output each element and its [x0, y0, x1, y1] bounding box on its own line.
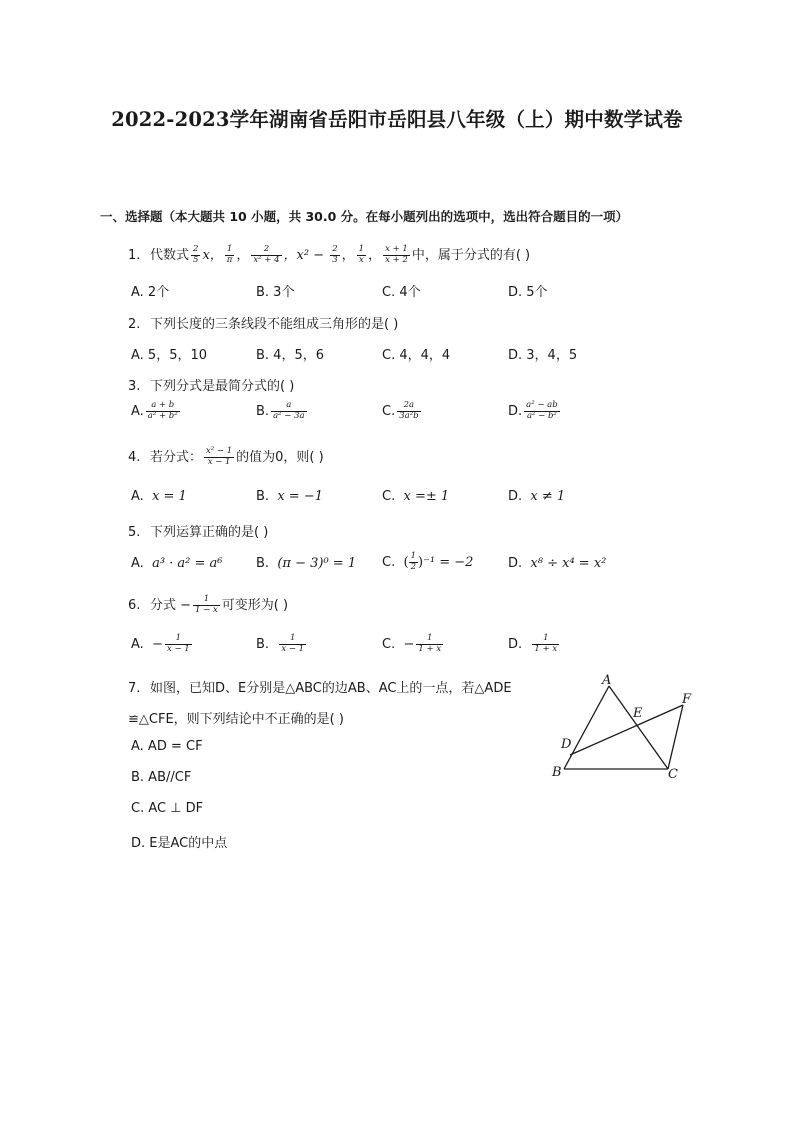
option-c[interactable]: C. AC ⊥ DF	[131, 801, 204, 816]
option-d[interactable]: D. x ≠ 1	[508, 489, 566, 504]
question-text: 的值为0，则( )	[236, 450, 324, 465]
question-text: 下列长度的三条线段不能组成三角形的是( )	[150, 317, 399, 332]
triangle-figure	[548, 672, 708, 787]
question-2	[128, 313, 398, 332]
separator: ，	[368, 248, 382, 263]
section-heading: 一、选择题（本大题共 10 小题，共 30.0 分。在每小题列出的选项中，选出符合题目的一项）	[100, 209, 629, 224]
option-a[interactable]: A. 5，5，10	[131, 348, 208, 363]
question-5	[128, 521, 268, 540]
segment-ac	[609, 686, 668, 769]
question-text: 下列分式是最简分式的( )	[150, 379, 295, 394]
question-1	[128, 244, 530, 266]
fraction: $\frac{\text{x² − 1}}{x - 1}$	[206, 446, 233, 467]
question-7	[128, 677, 512, 696]
fraction: $\frac{1}{\pi}$	[226, 244, 233, 265]
option-d[interactable]: D. $\frac{\text{a² − ab}}{\text{a² − b²}}$	[508, 400, 558, 421]
separator: ，	[236, 248, 250, 263]
question-3	[128, 375, 294, 394]
question-number: 3.	[128, 379, 141, 394]
fraction: $\frac{1}{x}$	[358, 244, 365, 265]
segment-fc	[668, 705, 683, 769]
option-b[interactable]: B. 4，5，6	[256, 348, 324, 363]
label-d: D	[561, 737, 572, 752]
option-c[interactable]: C. 4个	[382, 285, 421, 300]
option-d[interactable]: D. 3，4，5	[508, 348, 578, 363]
question-text: 分式 −	[150, 598, 192, 613]
option-a[interactable]: A. 2个	[131, 285, 170, 300]
question-number: 4.	[128, 450, 141, 465]
question-text: 若分式：	[150, 450, 203, 465]
question-number: 6.	[128, 598, 141, 613]
question-number: 7.	[128, 681, 141, 696]
option-d[interactable]: D. E是AC的中点	[131, 836, 228, 851]
option-b[interactable]: B. (π − 3)⁰ = 1	[256, 556, 357, 571]
option-c[interactable]: C. 4，4，4	[382, 348, 451, 363]
question-number: 5.	[128, 525, 141, 540]
option-b[interactable]: B. $\frac{1}{x - 1}$	[256, 633, 305, 654]
option-a[interactable]: A. AD = CF	[131, 739, 203, 754]
question-number: 1.	[128, 248, 141, 263]
option-b[interactable]: B. 3个	[256, 285, 295, 300]
question-6	[128, 594, 288, 616]
option-a[interactable]: A. − $\frac{1}{x - 1}$	[131, 633, 190, 654]
option-a[interactable]: A. x = 1	[131, 489, 187, 504]
segment-df	[570, 705, 683, 755]
label-e: E	[633, 706, 643, 721]
option-b[interactable]: B. x = −1	[256, 489, 323, 504]
segment-ab	[564, 686, 609, 769]
label-c: C	[668, 767, 678, 782]
option-d[interactable]: D. $\frac{1}{1 + x}$	[508, 633, 558, 654]
option-c[interactable]: C. $\frac{2a}{\text{3a²b}}$	[382, 400, 419, 421]
option-a[interactable]: A. a³ · a² = a⁶	[131, 556, 223, 571]
label-f: F	[682, 692, 692, 707]
option-a[interactable]: A. $\frac{a + b}{\text{a² + b²}}$	[131, 400, 178, 421]
option-c[interactable]: C. ( $\frac{1}{2}$ )⁻¹ = −2	[382, 551, 474, 572]
fraction: $\frac{2}{3}$	[332, 244, 338, 265]
page-title: 2022-2023学年湖南省岳阳市岳阳县八年级（上）期中数学试卷	[111, 108, 683, 131]
question-text: 如图，已知D、E分别是△ABC的边AB、AC上的一点，若△ADE	[150, 681, 512, 696]
fraction: $\frac{2}{5}$	[193, 244, 199, 265]
option-d[interactable]: D. 5个	[508, 285, 548, 300]
option-b[interactable]: B. $\frac{a}{\text{a² − 3a}}$	[256, 400, 305, 421]
option-c[interactable]: C. − $\frac{1}{1 + x}$	[382, 633, 442, 654]
separator: ，	[341, 248, 355, 263]
question-text: 下列运算正确的是( )	[150, 525, 269, 540]
option-c[interactable]: C. x =± 1	[382, 489, 450, 504]
question-text: 代数式	[150, 248, 190, 263]
question-text: 可变形为( )	[221, 598, 289, 613]
question-4	[128, 446, 324, 468]
fraction: $\frac{x + 1}{x + 2}$	[385, 244, 408, 265]
question-7-line-2: ≌△CFE，则下列结论中不正确的是( )	[128, 712, 344, 727]
figure-lines	[564, 686, 683, 769]
option-b[interactable]: B. AB//CF	[131, 770, 192, 785]
label-a: A	[602, 673, 612, 688]
fraction: $\frac{2}{\text{x² + 4}}$	[253, 244, 280, 265]
expr: ，x² −	[283, 248, 329, 263]
fraction: $\frac{1}{1 - x}$	[195, 594, 218, 615]
question-number: 2.	[128, 317, 141, 332]
question-text: 中，属于分式的有( )	[411, 248, 531, 263]
option-d[interactable]: D. x⁸ ÷ x⁴ = x²	[508, 556, 607, 571]
label-b: B	[552, 765, 562, 780]
expr: x，	[202, 248, 223, 263]
